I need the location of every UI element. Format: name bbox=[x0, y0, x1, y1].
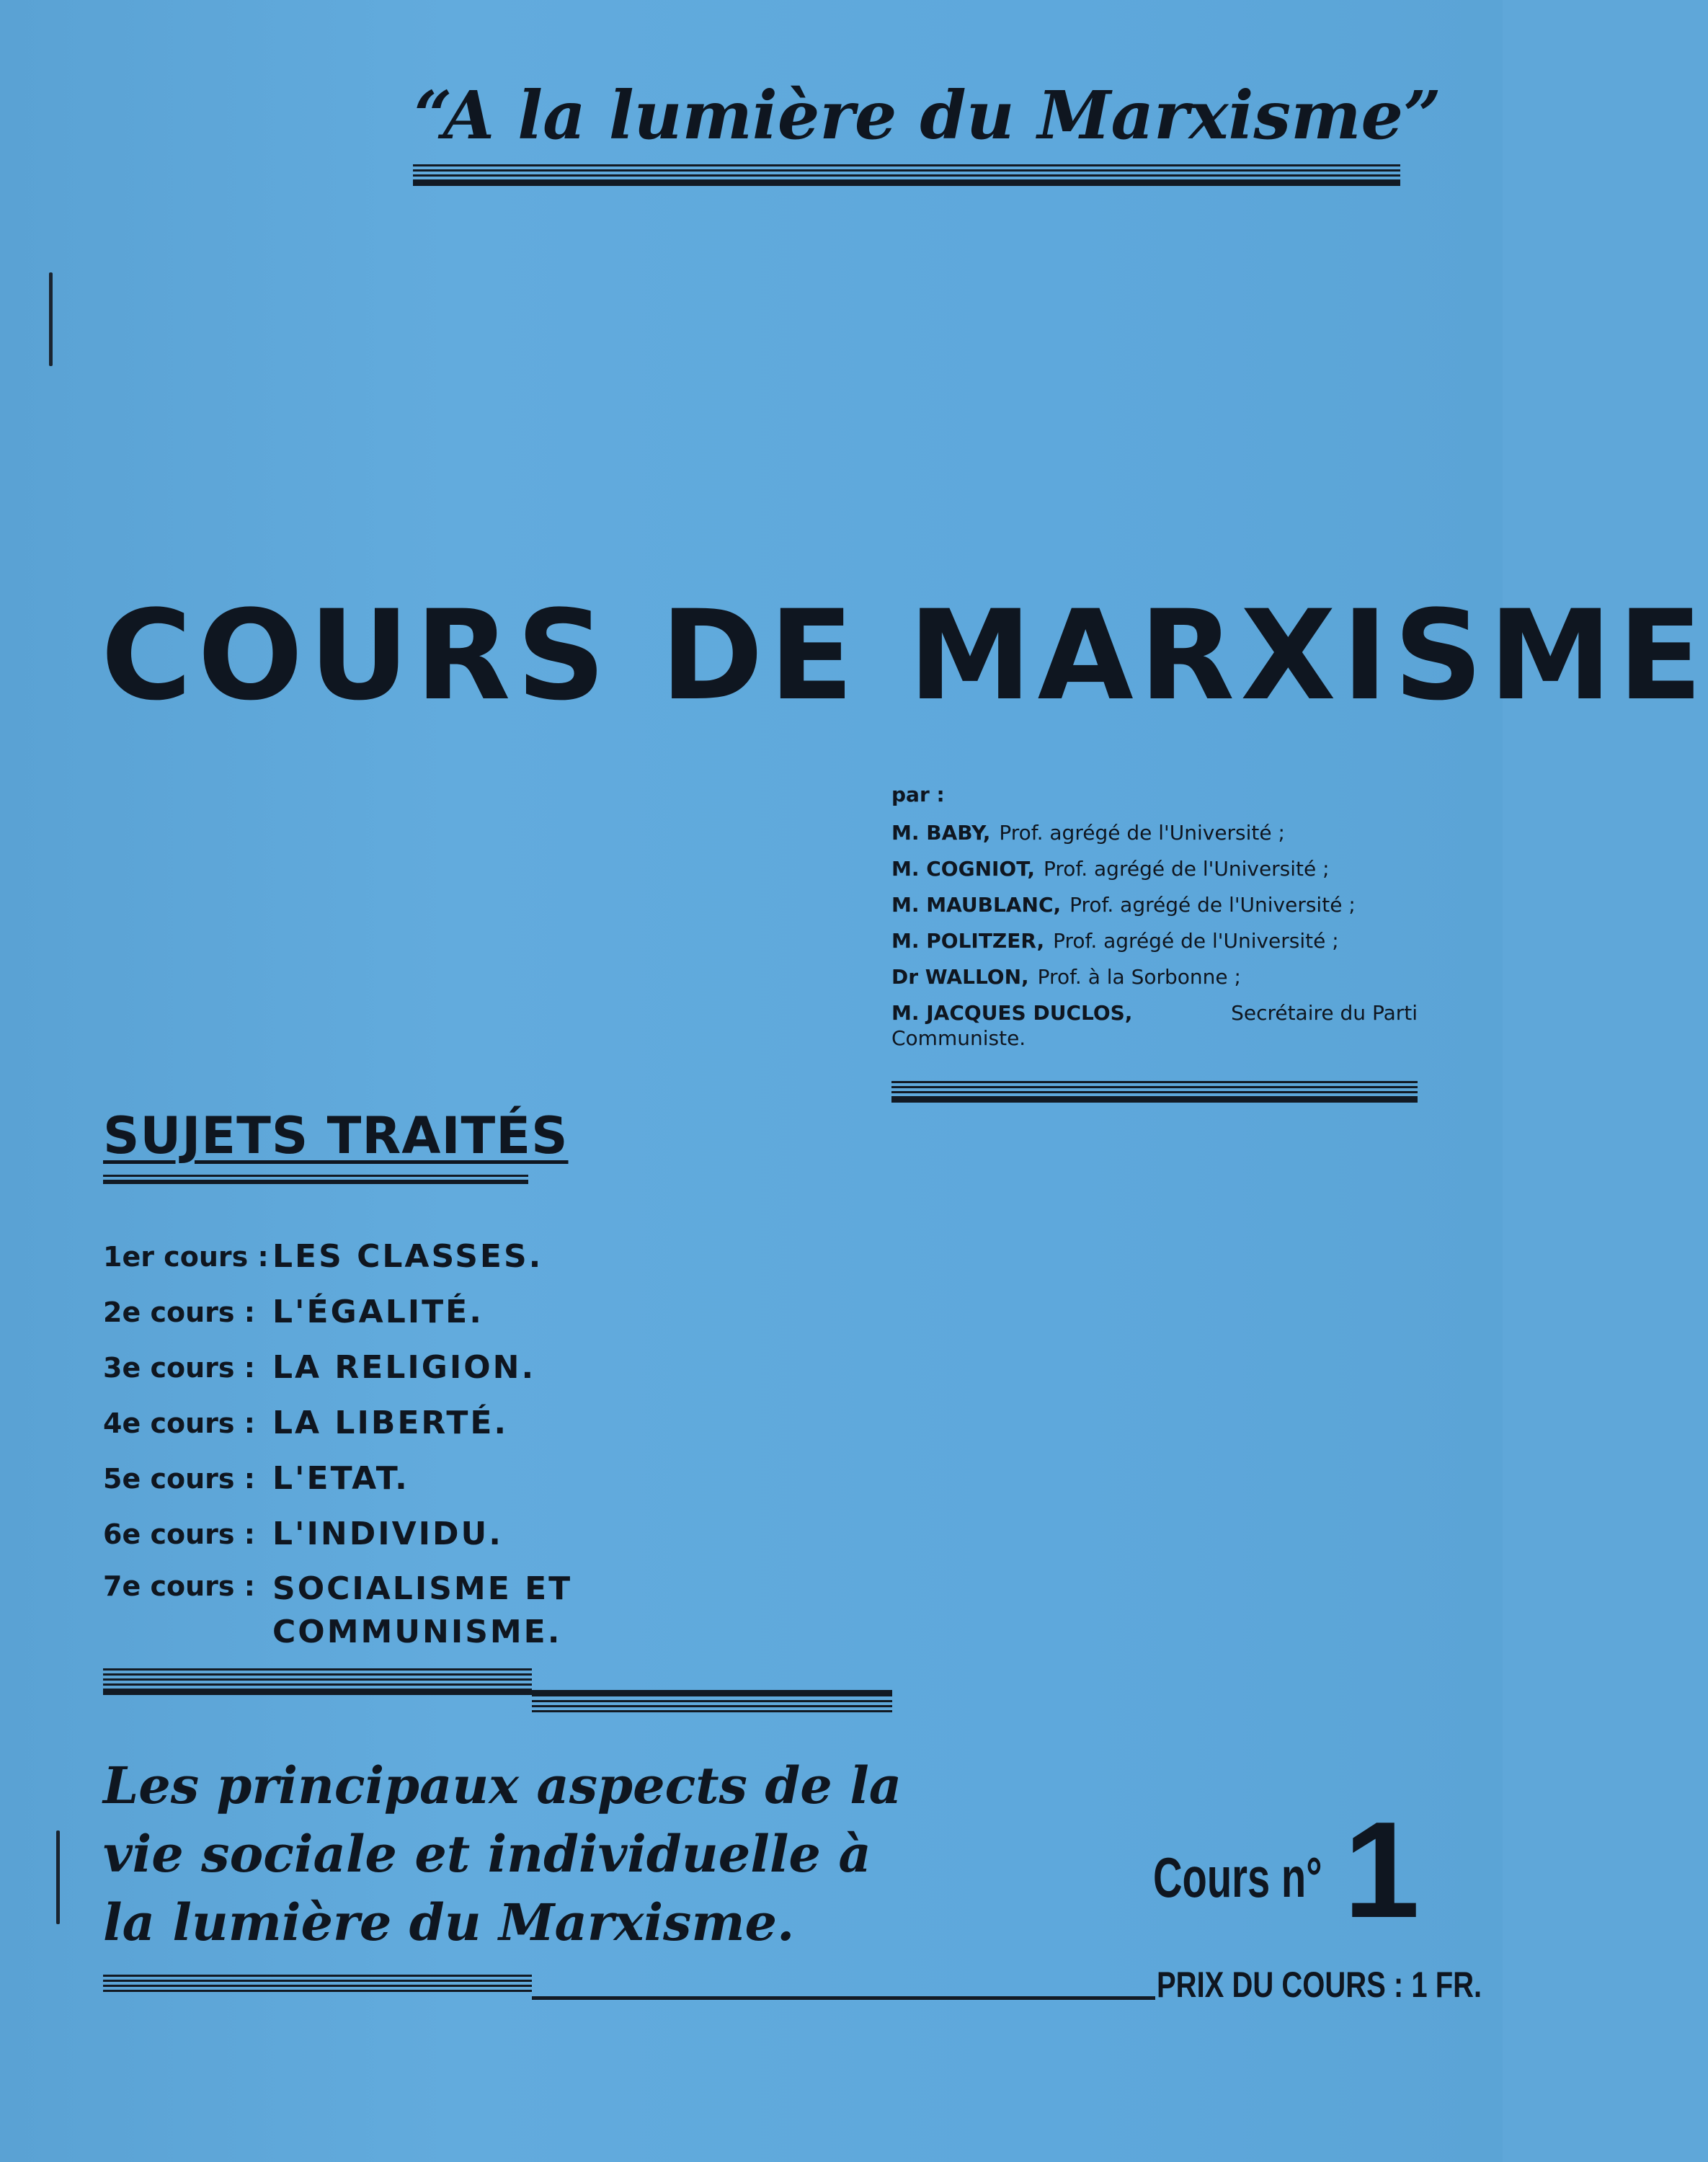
staple-top bbox=[49, 272, 53, 366]
course-topic: L'ÉGALITÉ. bbox=[272, 1294, 484, 1330]
author-row bbox=[891, 851, 1418, 887]
author-name: M. POLITZER, bbox=[891, 929, 1045, 953]
list-item bbox=[103, 1451, 550, 1506]
bottom-rule-right bbox=[532, 1996, 1155, 2003]
course-number: 1 bbox=[1343, 1794, 1420, 1947]
course-topic bbox=[272, 1567, 572, 1654]
subjects-heading-rule bbox=[103, 1175, 528, 1184]
course-topic: L'INDIVIDU. bbox=[272, 1516, 503, 1552]
course-label: 3e cours : bbox=[103, 1351, 255, 1384]
author-name: Dr WALLON, bbox=[891, 965, 1029, 989]
list-item bbox=[103, 1562, 573, 1655]
course-topic: LES CLASSES. bbox=[272, 1238, 543, 1275]
author-name: M. COGNIOT, bbox=[891, 857, 1035, 881]
course-topic: LA RELIGION. bbox=[272, 1349, 536, 1386]
author-desc-continuation: Communiste. bbox=[891, 1026, 1026, 1050]
author-name: M. JACQUES DUCLOS, bbox=[891, 1001, 1133, 1025]
course-topic: LA LIBERTÉ. bbox=[272, 1405, 509, 1441]
courses-rule-left bbox=[103, 1668, 532, 1695]
author-desc: Secrétaire du Parti bbox=[1231, 1001, 1418, 1025]
author-row bbox=[891, 959, 1418, 995]
course-topic: L'ETAT. bbox=[272, 1460, 409, 1497]
list-item bbox=[103, 1229, 550, 1284]
course-number-label: Cours n° bbox=[1153, 1846, 1322, 1909]
author-desc: Prof. agrégé de l'Université ; bbox=[1069, 893, 1356, 917]
author-name: M. BABY, bbox=[891, 821, 991, 845]
course-label: 2e cours : bbox=[103, 1296, 255, 1328]
top-title-rule bbox=[413, 164, 1400, 186]
course-topic-line: COMMUNISME. bbox=[272, 1614, 562, 1650]
course-topic-line: SOCIALISME ET bbox=[272, 1570, 573, 1607]
price: PRIX DU COURS : 1 FR. bbox=[1157, 1965, 1482, 2005]
authors-intro: par : bbox=[891, 783, 945, 806]
list-item bbox=[103, 1284, 550, 1340]
list-item bbox=[103, 1340, 550, 1395]
tagline: Les principaux aspects de la vie sociale et individuelle à la lumière du Marxisme. bbox=[103, 1756, 902, 1952]
author-desc: Prof. agrégé de l'Université ; bbox=[1053, 929, 1339, 953]
course-label: 7e cours : bbox=[103, 1570, 255, 1602]
list-item bbox=[103, 1395, 550, 1451]
authors-rule bbox=[891, 1081, 1418, 1103]
courses-list bbox=[103, 1229, 573, 1655]
author-row bbox=[891, 887, 1418, 923]
main-title: COURS DE MARXISME bbox=[101, 583, 1708, 728]
course-label: 1er cours : bbox=[103, 1240, 269, 1273]
author-row bbox=[891, 815, 1418, 851]
author-desc: Prof. agrégé de l'Université ; bbox=[1043, 857, 1330, 881]
bottom-rule-left bbox=[103, 1975, 532, 1995]
courses-rule-right bbox=[532, 1690, 892, 1715]
list-item bbox=[103, 1506, 550, 1562]
author-row bbox=[891, 923, 1418, 959]
staple-bottom bbox=[56, 1830, 60, 1924]
course-label: 5e cours : bbox=[103, 1462, 255, 1495]
course-label: 4e cours : bbox=[103, 1407, 255, 1439]
course-number-block bbox=[1153, 1794, 1427, 1947]
author-desc: Prof. à la Sorbonne ; bbox=[1037, 965, 1241, 989]
series-title: “A la lumière du Marxisme” bbox=[414, 76, 1441, 154]
author-name: M. MAUBLANC, bbox=[891, 893, 1062, 917]
author-desc: Prof. agrégé de l'Université ; bbox=[999, 821, 1285, 845]
authors-block bbox=[891, 782, 1418, 1051]
subjects-heading: SUJETS TRAITÉS bbox=[103, 1106, 569, 1165]
course-label: 6e cours : bbox=[103, 1518, 255, 1550]
